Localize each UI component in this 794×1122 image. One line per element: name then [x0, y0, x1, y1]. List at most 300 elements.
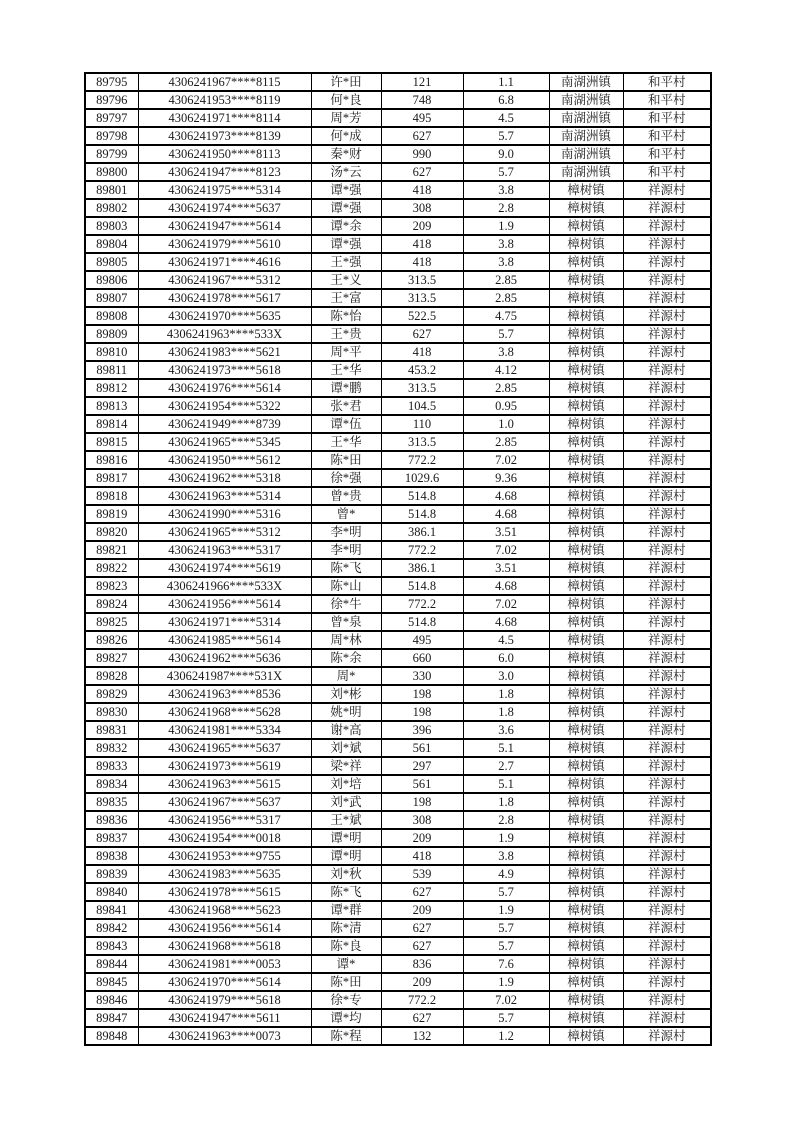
- table-row: [85, 217, 711, 235]
- table-row: [85, 397, 711, 415]
- cell-row-number: 89811: [85, 361, 138, 379]
- cell-name: 陈*田: [311, 973, 381, 991]
- cell-amount: 561: [381, 739, 463, 757]
- cell-row-number: 89816: [85, 451, 138, 469]
- cell-name: 何*良: [311, 91, 381, 109]
- cell-area: 2.8: [463, 199, 549, 217]
- table-row: [85, 631, 711, 649]
- cell-id-card-number: 4306241953****9755: [138, 847, 311, 865]
- cell-row-number: 89805: [85, 253, 138, 271]
- table-row: [85, 793, 711, 811]
- cell-area: 4.12: [463, 361, 549, 379]
- cell-amount: 495: [381, 631, 463, 649]
- table-row: [85, 919, 711, 937]
- cell-village: 祥源村: [623, 451, 711, 469]
- cell-name: 秦*财: [311, 145, 381, 163]
- cell-amount: 522.5: [381, 307, 463, 325]
- cell-row-number: 89826: [85, 631, 138, 649]
- cell-area: 6.0: [463, 649, 549, 667]
- cell-village: 祥源村: [623, 271, 711, 289]
- cell-row-number: 89847: [85, 1009, 138, 1027]
- cell-name: 王*斌: [311, 811, 381, 829]
- cell-village: 和平村: [623, 163, 711, 181]
- cell-id-card-number: 4306241983****5621: [138, 343, 311, 361]
- cell-town: 樟树镇: [549, 1009, 623, 1027]
- cell-id-card-number: 4306241947****8123: [138, 163, 311, 181]
- table-row: [85, 991, 711, 1009]
- cell-id-card-number: 4306241963****533X: [138, 325, 311, 343]
- table-row: [85, 523, 711, 541]
- cell-row-number: 89796: [85, 91, 138, 109]
- table-row: [85, 757, 711, 775]
- cell-id-card-number: 4306241962****5636: [138, 649, 311, 667]
- cell-amount: 627: [381, 325, 463, 343]
- cell-row-number: 89797: [85, 109, 138, 127]
- cell-row-number: 89843: [85, 937, 138, 955]
- cell-row-number: 89824: [85, 595, 138, 613]
- cell-town: 南湖洲镇: [549, 127, 623, 145]
- table-row: [85, 289, 711, 307]
- cell-name: 谭*强: [311, 199, 381, 217]
- cell-town: 樟树镇: [549, 901, 623, 919]
- table-row: [85, 649, 711, 667]
- cell-town: 樟树镇: [549, 289, 623, 307]
- cell-name: 王*华: [311, 361, 381, 379]
- cell-row-number: 89839: [85, 865, 138, 883]
- cell-village: 祥源村: [623, 415, 711, 433]
- cell-area: 1.9: [463, 901, 549, 919]
- cell-village: 祥源村: [623, 919, 711, 937]
- cell-area: 3.8: [463, 235, 549, 253]
- cell-area: 7.02: [463, 541, 549, 559]
- cell-name: 刘*武: [311, 793, 381, 811]
- cell-village: 祥源村: [623, 721, 711, 739]
- cell-id-card-number: 4306241954****0018: [138, 829, 311, 847]
- cell-row-number: 89833: [85, 757, 138, 775]
- cell-name: 陈*余: [311, 649, 381, 667]
- cell-town: 樟树镇: [549, 631, 623, 649]
- cell-name: 陈*飞: [311, 883, 381, 901]
- cell-name: 王*贵: [311, 325, 381, 343]
- cell-town: 樟树镇: [549, 649, 623, 667]
- table-row: [85, 415, 711, 433]
- cell-town: 樟树镇: [549, 973, 623, 991]
- cell-id-card-number: 4306241963****5317: [138, 541, 311, 559]
- cell-id-card-number: 4306241973****5618: [138, 361, 311, 379]
- cell-village: 祥源村: [623, 883, 711, 901]
- cell-village: 祥源村: [623, 199, 711, 217]
- cell-name: 陈*飞: [311, 559, 381, 577]
- cell-id-card-number: 4306241973****5619: [138, 757, 311, 775]
- cell-row-number: 89822: [85, 559, 138, 577]
- cell-name: 谭*强: [311, 181, 381, 199]
- cell-area: 5.7: [463, 919, 549, 937]
- cell-amount: 627: [381, 1009, 463, 1027]
- cell-name: 李*明: [311, 541, 381, 559]
- cell-village: 祥源村: [623, 559, 711, 577]
- table-row: [85, 505, 711, 523]
- cell-area: 2.7: [463, 757, 549, 775]
- cell-row-number: 89814: [85, 415, 138, 433]
- cell-amount: 308: [381, 199, 463, 217]
- cell-name: 徐*牛: [311, 595, 381, 613]
- cell-name: 陈*田: [311, 451, 381, 469]
- cell-town: 樟树镇: [549, 271, 623, 289]
- table-row: [85, 811, 711, 829]
- table-row: [85, 199, 711, 217]
- cell-row-number: 89803: [85, 217, 138, 235]
- cell-name: 谭*鹏: [311, 379, 381, 397]
- cell-area: 7.02: [463, 991, 549, 1009]
- cell-town: 樟树镇: [549, 721, 623, 739]
- cell-id-card-number: 4306241971****5314: [138, 613, 311, 631]
- table-row: [85, 721, 711, 739]
- cell-town: 樟树镇: [549, 343, 623, 361]
- cell-id-card-number: 4306241968****5628: [138, 703, 311, 721]
- cell-village: 祥源村: [623, 991, 711, 1009]
- cell-name: 周*林: [311, 631, 381, 649]
- cell-village: 祥源村: [623, 235, 711, 253]
- cell-id-card-number: 4306241947****5611: [138, 1009, 311, 1027]
- cell-amount: 313.5: [381, 379, 463, 397]
- cell-row-number: 89828: [85, 667, 138, 685]
- table-row: [85, 559, 711, 577]
- cell-town: 樟树镇: [549, 739, 623, 757]
- cell-id-card-number: 4306241971****4616: [138, 253, 311, 271]
- cell-amount: 418: [381, 235, 463, 253]
- cell-town: 樟树镇: [549, 325, 623, 343]
- cell-village: 和平村: [623, 73, 711, 91]
- cell-area: 3.6: [463, 721, 549, 739]
- cell-village: 祥源村: [623, 523, 711, 541]
- cell-village: 祥源村: [623, 865, 711, 883]
- cell-area: 5.7: [463, 937, 549, 955]
- cell-area: 5.7: [463, 127, 549, 145]
- cell-village: 祥源村: [623, 361, 711, 379]
- cell-row-number: 89845: [85, 973, 138, 991]
- cell-area: 5.7: [463, 1009, 549, 1027]
- cell-row-number: 89841: [85, 901, 138, 919]
- cell-name: 陈*山: [311, 577, 381, 595]
- cell-id-card-number: 4306241981****5334: [138, 721, 311, 739]
- cell-row-number: 89807: [85, 289, 138, 307]
- cell-amount: 308: [381, 811, 463, 829]
- cell-amount: 514.8: [381, 487, 463, 505]
- cell-village: 祥源村: [623, 667, 711, 685]
- cell-amount: 313.5: [381, 433, 463, 451]
- cell-amount: 209: [381, 973, 463, 991]
- cell-town: 樟树镇: [549, 955, 623, 973]
- cell-village: 祥源村: [623, 487, 711, 505]
- subsidy-roster-table: [84, 72, 712, 1046]
- cell-town: 樟树镇: [549, 199, 623, 217]
- cell-amount: 209: [381, 217, 463, 235]
- cell-id-card-number: 4306241950****5612: [138, 451, 311, 469]
- cell-amount: 313.5: [381, 289, 463, 307]
- table-row: [85, 847, 711, 865]
- cell-name: 谭*: [311, 955, 381, 973]
- cell-id-card-number: 4306241979****5610: [138, 235, 311, 253]
- cell-name: 谭*群: [311, 901, 381, 919]
- cell-amount: 627: [381, 883, 463, 901]
- cell-row-number: 89799: [85, 145, 138, 163]
- cell-name: 谢*高: [311, 721, 381, 739]
- table-row: [85, 1009, 711, 1027]
- cell-village: 祥源村: [623, 505, 711, 523]
- cell-id-card-number: 4306241985****5614: [138, 631, 311, 649]
- cell-name: 刘*彬: [311, 685, 381, 703]
- cell-village: 祥源村: [623, 613, 711, 631]
- cell-row-number: 89823: [85, 577, 138, 595]
- cell-row-number: 89804: [85, 235, 138, 253]
- cell-name: 曾*: [311, 505, 381, 523]
- cell-amount: 396: [381, 721, 463, 739]
- cell-village: 祥源村: [623, 289, 711, 307]
- cell-row-number: 89801: [85, 181, 138, 199]
- cell-name: 曾*贵: [311, 487, 381, 505]
- cell-name: 何*成: [311, 127, 381, 145]
- cell-area: 5.7: [463, 325, 549, 343]
- cell-row-number: 89798: [85, 127, 138, 145]
- cell-village: 祥源村: [623, 181, 711, 199]
- cell-town: 樟树镇: [549, 847, 623, 865]
- cell-name: 谭*余: [311, 217, 381, 235]
- cell-area: 5.1: [463, 739, 549, 757]
- cell-name: 王*强: [311, 253, 381, 271]
- cell-name: 陈*程: [311, 1027, 381, 1045]
- cell-area: 5.7: [463, 883, 549, 901]
- cell-village: 祥源村: [623, 379, 711, 397]
- cell-amount: 772.2: [381, 451, 463, 469]
- cell-area: 2.85: [463, 289, 549, 307]
- cell-village: 和平村: [623, 109, 711, 127]
- cell-area: 1.8: [463, 793, 549, 811]
- cell-row-number: 89840: [85, 883, 138, 901]
- cell-area: 2.85: [463, 379, 549, 397]
- cell-town: 樟树镇: [549, 613, 623, 631]
- cell-town: 樟树镇: [549, 469, 623, 487]
- cell-name: 周*平: [311, 343, 381, 361]
- cell-town: 樟树镇: [549, 379, 623, 397]
- cell-amount: 209: [381, 901, 463, 919]
- table-row: [85, 703, 711, 721]
- cell-area: 4.68: [463, 577, 549, 595]
- table-row: [85, 379, 711, 397]
- table-row: [85, 361, 711, 379]
- cell-amount: 772.2: [381, 595, 463, 613]
- cell-amount: 453.2: [381, 361, 463, 379]
- cell-name: 谭*强: [311, 235, 381, 253]
- cell-id-card-number: 4306241967****5637: [138, 793, 311, 811]
- cell-name: 谭*均: [311, 1009, 381, 1027]
- cell-id-card-number: 4306241976****5614: [138, 379, 311, 397]
- cell-name: 徐*专: [311, 991, 381, 1009]
- cell-id-card-number: 4306241963****5314: [138, 487, 311, 505]
- cell-id-card-number: 4306241967****5312: [138, 271, 311, 289]
- cell-id-card-number: 4306241983****5635: [138, 865, 311, 883]
- cell-id-card-number: 4306241953****8119: [138, 91, 311, 109]
- cell-name: 徐*强: [311, 469, 381, 487]
- table-row: [85, 667, 711, 685]
- cell-town: 樟树镇: [549, 703, 623, 721]
- cell-id-card-number: 4306241970****5614: [138, 973, 311, 991]
- cell-id-card-number: 4306241962****5318: [138, 469, 311, 487]
- cell-village: 祥源村: [623, 703, 711, 721]
- document-page: [84, 72, 712, 1046]
- cell-amount: 104.5: [381, 397, 463, 415]
- cell-amount: 386.1: [381, 559, 463, 577]
- cell-row-number: 89829: [85, 685, 138, 703]
- cell-row-number: 89800: [85, 163, 138, 181]
- cell-town: 樟树镇: [549, 1027, 623, 1045]
- cell-amount: 561: [381, 775, 463, 793]
- cell-id-card-number: 4306241950****8113: [138, 145, 311, 163]
- table-row: [85, 91, 711, 109]
- cell-row-number: 89808: [85, 307, 138, 325]
- cell-amount: 330: [381, 667, 463, 685]
- cell-town: 樟树镇: [549, 883, 623, 901]
- cell-id-card-number: 4306241978****5615: [138, 883, 311, 901]
- cell-row-number: 89802: [85, 199, 138, 217]
- cell-name: 刘*斌: [311, 739, 381, 757]
- cell-row-number: 89836: [85, 811, 138, 829]
- cell-amount: 198: [381, 793, 463, 811]
- cell-area: 4.5: [463, 109, 549, 127]
- cell-village: 祥源村: [623, 685, 711, 703]
- cell-village: 祥源村: [623, 217, 711, 235]
- cell-row-number: 89812: [85, 379, 138, 397]
- cell-amount: 313.5: [381, 271, 463, 289]
- table-row: [85, 865, 711, 883]
- cell-id-card-number: 4306241975****5314: [138, 181, 311, 199]
- cell-id-card-number: 4306241974****5619: [138, 559, 311, 577]
- table-body: [85, 73, 711, 1045]
- cell-row-number: 89819: [85, 505, 138, 523]
- cell-amount: 198: [381, 703, 463, 721]
- cell-town: 南湖洲镇: [549, 163, 623, 181]
- cell-row-number: 89815: [85, 433, 138, 451]
- cell-area: 1.2: [463, 1027, 549, 1045]
- cell-area: 2.85: [463, 271, 549, 289]
- cell-area: 5.1: [463, 775, 549, 793]
- cell-amount: 748: [381, 91, 463, 109]
- cell-area: 9.36: [463, 469, 549, 487]
- cell-village: 祥源村: [623, 325, 711, 343]
- cell-area: 4.9: [463, 865, 549, 883]
- cell-id-card-number: 4306241954****5322: [138, 397, 311, 415]
- cell-id-card-number: 4306241949****8739: [138, 415, 311, 433]
- cell-town: 樟树镇: [549, 793, 623, 811]
- table-row: [85, 73, 711, 91]
- cell-name: 王*义: [311, 271, 381, 289]
- cell-area: 3.0: [463, 667, 549, 685]
- cell-id-card-number: 4306241987****531X: [138, 667, 311, 685]
- table-row: [85, 883, 711, 901]
- cell-row-number: 89818: [85, 487, 138, 505]
- cell-amount: 836: [381, 955, 463, 973]
- cell-town: 樟树镇: [549, 667, 623, 685]
- cell-row-number: 89813: [85, 397, 138, 415]
- cell-town: 樟树镇: [549, 991, 623, 1009]
- cell-id-card-number: 4306241963****8536: [138, 685, 311, 703]
- cell-id-card-number: 4306241979****5618: [138, 991, 311, 1009]
- cell-village: 祥源村: [623, 847, 711, 865]
- cell-id-card-number: 4306241978****5617: [138, 289, 311, 307]
- cell-village: 祥源村: [623, 757, 711, 775]
- cell-amount: 772.2: [381, 541, 463, 559]
- cell-town: 樟树镇: [549, 865, 623, 883]
- cell-village: 和平村: [623, 145, 711, 163]
- table-row: [85, 109, 711, 127]
- cell-area: 7.6: [463, 955, 549, 973]
- cell-town: 樟树镇: [549, 577, 623, 595]
- cell-row-number: 89848: [85, 1027, 138, 1045]
- cell-town: 樟树镇: [549, 217, 623, 235]
- cell-area: 9.0: [463, 145, 549, 163]
- cell-village: 祥源村: [623, 1009, 711, 1027]
- cell-amount: 297: [381, 757, 463, 775]
- cell-area: 2.8: [463, 811, 549, 829]
- cell-id-card-number: 4306241974****5637: [138, 199, 311, 217]
- cell-village: 祥源村: [623, 1027, 711, 1045]
- cell-town: 樟树镇: [549, 541, 623, 559]
- table-row: [85, 541, 711, 559]
- table-row: [85, 181, 711, 199]
- cell-name: 谭*伍: [311, 415, 381, 433]
- table-row: [85, 253, 711, 271]
- table-row: [85, 937, 711, 955]
- table-row: [85, 271, 711, 289]
- cell-amount: 627: [381, 163, 463, 181]
- cell-id-card-number: 4306241990****5316: [138, 505, 311, 523]
- cell-town: 樟树镇: [549, 505, 623, 523]
- cell-town: 樟树镇: [549, 433, 623, 451]
- cell-name: 周*: [311, 667, 381, 685]
- cell-amount: 539: [381, 865, 463, 883]
- cell-village: 祥源村: [623, 811, 711, 829]
- cell-id-card-number: 4306241967****8115: [138, 73, 311, 91]
- cell-row-number: 89830: [85, 703, 138, 721]
- cell-amount: 209: [381, 829, 463, 847]
- cell-town: 樟树镇: [549, 523, 623, 541]
- cell-name: 陈*怡: [311, 307, 381, 325]
- cell-amount: 418: [381, 343, 463, 361]
- cell-town: 樟树镇: [549, 559, 623, 577]
- table-row: [85, 307, 711, 325]
- cell-area: 3.8: [463, 253, 549, 271]
- cell-area: 4.68: [463, 487, 549, 505]
- cell-town: 樟树镇: [549, 181, 623, 199]
- cell-area: 1.9: [463, 829, 549, 847]
- cell-amount: 132: [381, 1027, 463, 1045]
- cell-id-card-number: 4306241956****5614: [138, 919, 311, 937]
- cell-area: 5.7: [463, 163, 549, 181]
- cell-name: 周*芳: [311, 109, 381, 127]
- cell-village: 祥源村: [623, 739, 711, 757]
- cell-area: 4.5: [463, 631, 549, 649]
- cell-village: 祥源村: [623, 307, 711, 325]
- cell-amount: 772.2: [381, 991, 463, 1009]
- table-row: [85, 325, 711, 343]
- cell-name: 王*华: [311, 433, 381, 451]
- cell-town: 樟树镇: [549, 307, 623, 325]
- cell-village: 祥源村: [623, 397, 711, 415]
- cell-row-number: 89825: [85, 613, 138, 631]
- cell-amount: 121: [381, 73, 463, 91]
- cell-id-card-number: 4306241971****8114: [138, 109, 311, 127]
- cell-name: 张*君: [311, 397, 381, 415]
- table-row: [85, 163, 711, 181]
